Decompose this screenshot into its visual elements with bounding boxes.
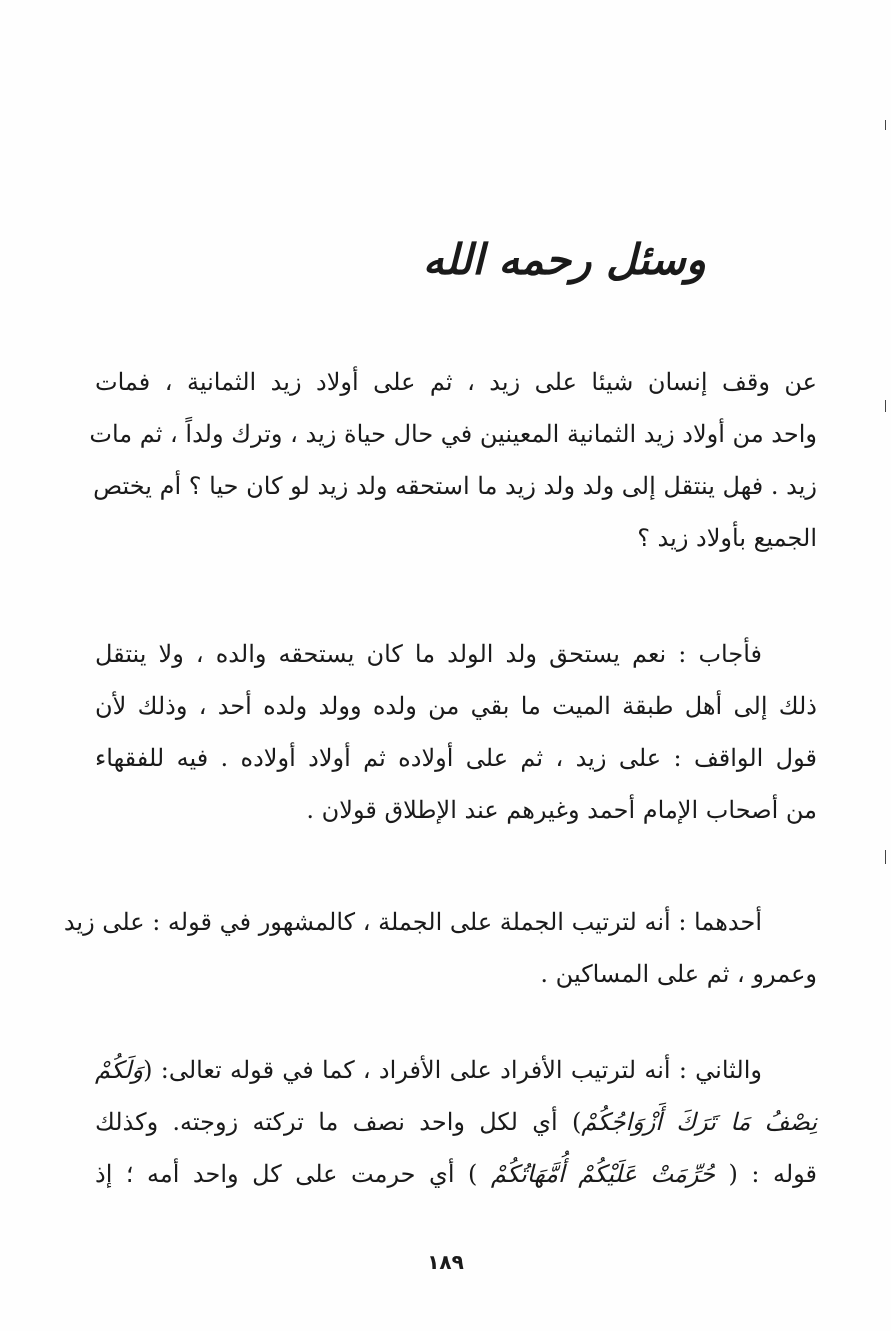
text-line: الجميع بأولاد زيد ؟ <box>637 524 817 552</box>
text-segment: والثاني : أنه لترتيب الأفراد على الأفراد ، كما في قوله تعالى: ( <box>143 1056 762 1084</box>
text-line: وعمرو ، ثم على المساكين . <box>540 960 817 988</box>
quran-quote: حُرِّمَتْ عَلَيْكُمْ أُمَّهَاتُكُمْ <box>490 1160 715 1188</box>
text-line: عن وقف إنسان شيئا على زيد ، ثم على أولاد زيد الثمانية ، فمات <box>95 368 817 396</box>
text-line: واحد من أولاد زيد الثمانية المعينين في حال حياة زيد ، وترك ولداً ، ثم مات <box>89 420 817 448</box>
section-heading: وسئل رحمه الله <box>422 235 706 284</box>
text-segment: ) أي لكل واحد نصف ما تركته زوجته. وكذلك <box>95 1108 582 1136</box>
scan-artifact <box>885 120 886 130</box>
text-segment: ) أي حرمت على كل واحد أمه ؛ إذ <box>95 1160 491 1188</box>
text-line: ذلك إلى أهل طبقة الميت ما بقي من ولده وولد ولده أحد ، وذلك لأن <box>95 692 817 720</box>
scan-artifact <box>885 400 886 412</box>
text-line: قول الواقف : على زيد ، ثم على أولاده ثم أولاد أولاده . فيه للفقهاء <box>95 744 817 772</box>
text-line: من أصحاب الإمام أحمد وغيرهم عند الإطلاق قولان . <box>306 796 817 824</box>
quran-quote: وَلَكُمْ <box>95 1056 144 1084</box>
text-line <box>95 1044 817 1096</box>
quran-quote: نِصْفُ مَا تَرَكَ أَزْوَاجُكُمْ <box>581 1108 818 1136</box>
scan-artifact <box>885 850 886 864</box>
text-line <box>95 1096 817 1148</box>
first-opinion-paragraph <box>63 896 817 1000</box>
text-line: فأجاب : نعم يستحق ولد الولد ما كان يستحقه والده ، ولا ينتقل <box>95 640 762 668</box>
text-line <box>95 1148 817 1200</box>
text-line: زيد . فهل ينتقل إلى ولد ولد زيد ما استحقه ولد زيد لو كان حيا ؟ أم يختص <box>93 472 817 500</box>
text-segment: قوله : ( <box>714 1160 818 1188</box>
page-number: ١٨٩ <box>427 1250 464 1274</box>
text-line: أحدهما : أنه لترتيب الجملة على الجملة ، كالمشهور في قوله : على زيد <box>63 908 762 936</box>
second-opinion-paragraph <box>95 1044 817 1200</box>
answer-paragraph <box>95 628 817 836</box>
question-paragraph <box>89 356 817 564</box>
